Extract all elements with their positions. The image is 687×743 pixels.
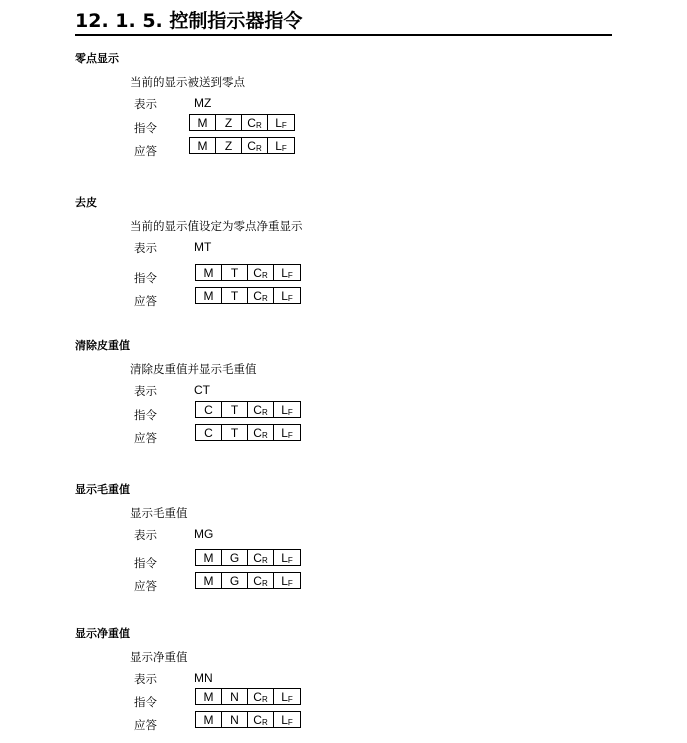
command-table [195, 401, 301, 418]
code-char: T [230, 266, 239, 280]
code-subscript: R [261, 431, 268, 440]
display-code: CT [194, 383, 210, 397]
code-cell [222, 550, 248, 565]
code-cell [222, 288, 248, 303]
code-char: C [253, 713, 262, 727]
code-char: C [253, 426, 262, 440]
code-char: C [204, 403, 213, 417]
code-cell [274, 573, 300, 588]
code-subscript: F [287, 695, 293, 704]
code-char: C [204, 426, 213, 440]
code-cell [248, 712, 274, 727]
code-cell [274, 689, 300, 704]
section-description: 当前的显示值设定为零点净重显示 [130, 219, 303, 233]
display-code: MT [194, 240, 212, 254]
code-char: Z [224, 139, 233, 153]
code-subscript: R [261, 718, 268, 727]
code-subscript: F [281, 121, 287, 130]
code-char: N [230, 690, 239, 704]
code-cell [222, 712, 248, 727]
command-label: 指令 [134, 271, 157, 285]
code-char: M [197, 139, 208, 153]
code-cell [274, 265, 300, 280]
response-table [195, 287, 301, 304]
code-subscript: R [261, 579, 268, 588]
code-cell [222, 402, 248, 417]
code-char: C [247, 116, 256, 130]
code-cell [248, 550, 274, 565]
section-title: 去皮 [75, 196, 97, 209]
code-char: C [253, 551, 262, 565]
code-cell [274, 712, 300, 727]
command-label: 指令 [134, 556, 157, 570]
code-char: C [253, 266, 262, 280]
command-label: 指令 [134, 408, 157, 422]
code-subscript: F [287, 579, 293, 588]
code-char: L [281, 266, 288, 280]
code-char: M [203, 713, 214, 727]
display-label: 表示 [134, 384, 157, 398]
code-char: M [203, 574, 214, 588]
code-char: L [281, 690, 288, 704]
code-char: C [253, 690, 262, 704]
code-subscript: F [287, 408, 293, 417]
response-label: 应答 [134, 579, 157, 593]
code-cell [248, 573, 274, 588]
code-char: L [281, 403, 288, 417]
command-label: 指令 [134, 695, 157, 709]
code-char: M [203, 551, 214, 565]
code-cell [190, 115, 216, 130]
response-table [195, 572, 301, 589]
command-table [195, 688, 301, 705]
code-char: L [281, 289, 288, 303]
code-cell [222, 689, 248, 704]
response-label: 应答 [134, 718, 157, 732]
code-cell [274, 425, 300, 440]
code-cell [242, 115, 268, 130]
response-label: 应答 [134, 144, 157, 158]
code-subscript: F [287, 718, 293, 727]
code-char: M [203, 289, 214, 303]
code-char: Z [224, 116, 233, 130]
section-description: 显示净重值 [130, 650, 188, 664]
section-title: 显示净重值 [75, 627, 130, 640]
section-description: 显示毛重值 [130, 506, 188, 520]
code-char: C [253, 289, 262, 303]
code-cell [196, 573, 222, 588]
section-description: 清除皮重值并显示毛重值 [130, 362, 257, 376]
code-char: T [230, 426, 239, 440]
code-cell [196, 712, 222, 727]
code-char: L [281, 426, 288, 440]
code-char: M [203, 690, 214, 704]
code-char: M [203, 266, 214, 280]
code-cell [222, 425, 248, 440]
code-subscript: F [287, 556, 293, 565]
code-subscript: R [261, 271, 268, 280]
code-subscript: R [261, 556, 268, 565]
code-char: L [281, 551, 288, 565]
code-cell [248, 425, 274, 440]
code-cell [222, 573, 248, 588]
code-char: C [247, 139, 256, 153]
code-char: L [275, 139, 282, 153]
code-cell [196, 288, 222, 303]
code-cell [248, 288, 274, 303]
code-char: C [253, 574, 262, 588]
response-table [189, 137, 295, 154]
code-subscript: R [255, 121, 262, 130]
code-cell [216, 138, 242, 153]
command-table [189, 114, 295, 131]
code-subscript: F [287, 431, 293, 440]
code-char: M [197, 116, 208, 130]
command-table [195, 549, 301, 566]
code-cell [216, 115, 242, 130]
code-cell [222, 265, 248, 280]
code-char: G [229, 574, 240, 588]
section-description: 当前的显示被送到零点 [130, 75, 245, 89]
code-subscript: R [255, 144, 262, 153]
display-label: 表示 [134, 97, 157, 111]
display-label: 表示 [134, 528, 157, 542]
code-subscript: R [261, 408, 268, 417]
code-cell [274, 550, 300, 565]
display-code: MZ [194, 96, 212, 110]
code-char: L [281, 574, 288, 588]
command-table [195, 264, 301, 281]
code-char: C [253, 403, 262, 417]
code-char: N [230, 713, 239, 727]
code-cell [196, 689, 222, 704]
code-cell [268, 115, 294, 130]
section-title: 清除皮重值 [75, 339, 130, 352]
code-char: T [230, 289, 239, 303]
response-table [195, 424, 301, 441]
code-char: G [229, 551, 240, 565]
command-label: 指令 [134, 121, 157, 135]
code-cell [196, 402, 222, 417]
code-cell [196, 265, 222, 280]
code-subscript: F [281, 144, 287, 153]
code-cell [190, 138, 216, 153]
code-cell [274, 288, 300, 303]
page-title: 12. 1. 5. 控制指示器指令 [75, 8, 612, 36]
code-cell [248, 689, 274, 704]
code-cell [196, 425, 222, 440]
code-char: T [230, 403, 239, 417]
code-subscript: R [261, 695, 268, 704]
section-title: 显示毛重值 [75, 483, 130, 496]
response-label: 应答 [134, 294, 157, 308]
section-title: 零点显示 [75, 52, 119, 65]
response-table [195, 711, 301, 728]
display-code: MN [194, 671, 213, 685]
code-cell [248, 402, 274, 417]
display-code: MG [194, 527, 214, 541]
code-cell [242, 138, 268, 153]
display-label: 表示 [134, 241, 157, 255]
code-char: L [275, 116, 282, 130]
code-cell [268, 138, 294, 153]
response-label: 应答 [134, 431, 157, 445]
code-cell [274, 402, 300, 417]
code-subscript: R [261, 294, 268, 303]
code-cell [248, 265, 274, 280]
code-char: L [281, 713, 288, 727]
code-subscript: F [287, 271, 293, 280]
code-cell [196, 550, 222, 565]
display-label: 表示 [134, 672, 157, 686]
code-subscript: F [287, 294, 293, 303]
